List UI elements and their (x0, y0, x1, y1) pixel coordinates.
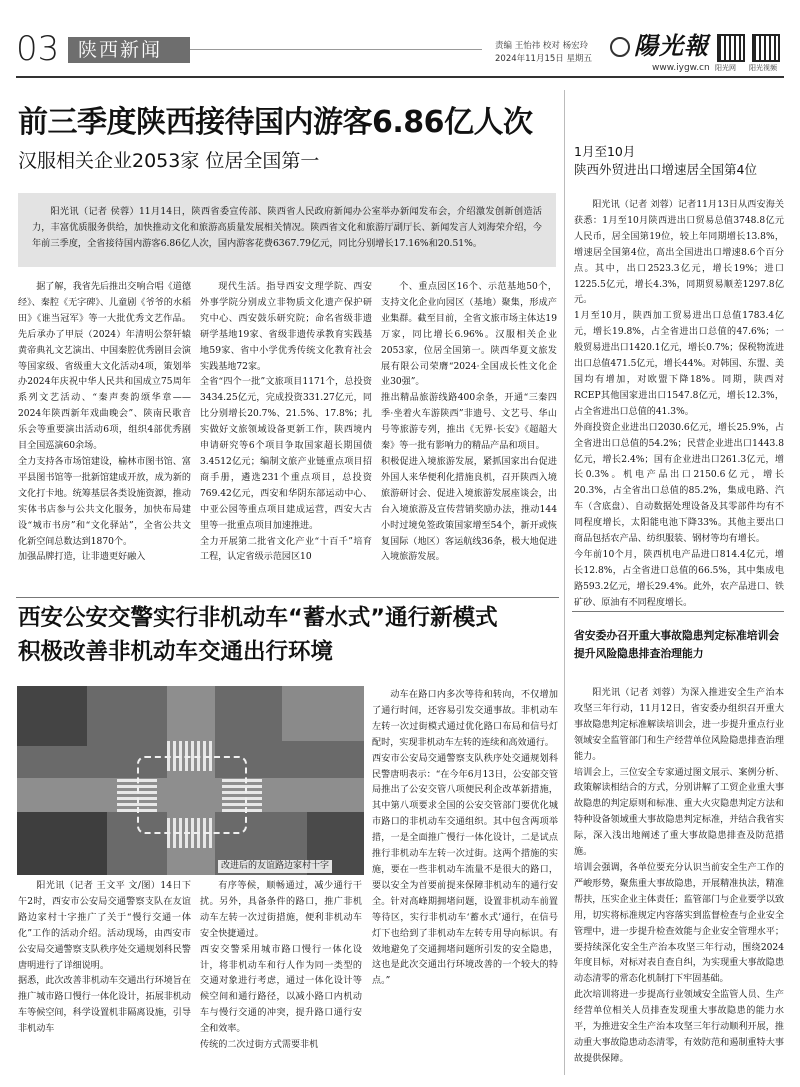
intersection-photo (17, 686, 364, 875)
section-label: 陕西新闻 (68, 37, 190, 63)
photo-trees (17, 806, 107, 875)
article-headline: 前三季度陕西接待国内游客6.86亿人次 (18, 105, 533, 140)
section-divider (572, 611, 784, 612)
website-url: www.iygw.cn (652, 63, 710, 73)
section-divider (16, 597, 559, 598)
editor-credits: 责编 王怡祎 校对 杨宏玲 (495, 41, 589, 51)
article-headline: 1月至10月 (574, 144, 636, 159)
article-column: 动车在路口内多次等待和转向，不仅增加了通行时间，还容易引发交通事故。非机动车左转一次过街模式通过优化路口布局和信号灯配时，实现非机动车左转的连续和高效通行。 西安市公安局交通警察支队秩序处交通规划科民警唐明表示：“在今年6月13日，公安部交管局推出了公安交管八项便民利企改革新措施，其中第八项要求全国的公安交管部门要优化城市路口的非机动车交通组织。其中包含两项举措，一是全面推广慢行一体化设计，二是试点推行非机动车左转一次过街。这两个措施的实施，要在一些非机动车流量不是很大的路口，要以安全为首要前提来保障非机动车的通行安全。针对高峰期拥堵问题，设置非机动车前置等待区，实行非机动车‘蓄水式’通行，在信号灯下也给到了非机动车左转专用导向标识。有效地避免了交通拥堵问题所引发的安全隐患，这也是此次交通出行环境改善的一个较大的特点。” (372, 690, 558, 987)
article-subheadline: 汉服相关企业2053家 位居全国第一 (18, 150, 320, 172)
logo-icon (610, 37, 630, 57)
article-column: 据了解，我省先后推出交响合唱《道德经》、秦腔《无字碑》、儿童剧《爷爷的水稻田》《谁当冠军》等一大批优秀文艺作品。先后承办了甲辰（2024）年清明公祭轩辕黄帝典礼文艺演出、中国秦腔优秀剧目会演等国家级、省级重大文化活动4项，策划举办2024年庆祝中华人民共和国成立75周年系列文艺活动、“秦声奏韵颂华章——2024年陕西新年戏曲晚会”、陕南民歌音乐会等重要演出活动6项，组织4部优秀剧目全国巡演60余场。 全力支持各市场馆建设，榆林市图书馆、富平县图书馆等一批新馆建成开放，成为新的文化打卡地。统筹基层各类设施资源，推动实体书店参与公共文化服务，加快布局建设“城市书房”和“文化驿站”，全省公共文化新空间总数达到1870个。 加强品牌打造，让非遗更好融入 (18, 282, 191, 563)
lead-paragraph-box (18, 193, 556, 267)
photo-caption: 改进后的友谊路边家村十字 (218, 860, 332, 873)
header-divider (16, 76, 784, 78)
header-rule (190, 49, 482, 50)
qr-code-icon (717, 34, 745, 62)
article-headline: 省安委办召开重大事故隐患判定标准培训会 (574, 629, 780, 642)
qr-label: 阳光视频 (749, 64, 777, 72)
article-column: 阳光讯（记者 王文平 文/图）14日下午2时，西安市公安局交通警察支队在友谊路边家村十字推广了关于“慢行交通一体化”工作的活动介绍。活动现场，由西安市公安局交通警察支队秩序处交通规划科民警唐明进行了详细说明。 据悉，此次改善非机动车交通出行环境旨在推广城市路口慢行一体化设计，拓展非机动车等候空间，科学设置机非隔离设施，引导非机动车 (18, 881, 191, 1035)
article-headline: 提升风险隐患排查治理能力 (574, 647, 704, 660)
page-number: 03 (16, 29, 60, 69)
article-headline: 西安公安交警实行非机动车“蓄水式”通行新模式 (18, 605, 498, 631)
article-headline: 陕西外贸进出口增速居全国第4位 (574, 162, 757, 177)
photo-waiting-zone (137, 756, 247, 834)
newspaper-logo: 陽光報 (634, 31, 709, 60)
article-body: 阳光讯（记者 刘蓉）为深入推进安全生产治本攻坚三年行动，11月12日，省安委办组织召开重大事故隐患判定标准解读培训会，进一步提升重点行业领域安全监管部门和生产经营单位风险隐患排查治理能力。 培训会上，三位安全专家通过图文展示、案例分析、政策解读相结合的方式，分别讲解了工贸企业重大事故隐患的判定原则和标准、重大火灾隐患判定方法和特种设备领域重大事故隐患判定标准，并结合我省实际，深入浅出地阐述了重大事故隐患排查及防范措施。 培训会强调，各单位要充分认识当前安全生产工作的严峻形势，聚焦重大事故隐患，开展精准执法，精准帮扶，压实企业主体责任；监管部门与企业要学以致用，切实将标准规定内容落实到监督检查与企业安全管理中，进一步提升检查效能与企业安全管理水平；要持续深化安全生产治本攻坚三年行动，围绕2024年度目标，对标对表自查自纠，为实现重大事故隐患动态清零的常态化机制打下牢固基础。 此次培训将进一步提高行业领域安全监管人员、生产经营单位相关人员排查发现重大事故隐患的能力水平，为推进安全生产治本攻坚三年行动顺利开展，推动重大事故隐患动态清零，有效防范和遏制重特大事故提供保障。 (574, 688, 784, 1064)
article-column: 个、重点园区16个、示范基地50个，支持文化企业向园区（基地）聚集，形成产业集群。截至目前，全省文旅市场主体达19万家，同比增长6.96%。汉服相关企业2053家，位居全国第一。陕西华夏文旅发展有限公司荣膺“2024·全国成长性文化企业30强”。 推出精品旅游线路400余条，开通“三秦四季·坐着火车游陕西”非遗号、文艺号、华山号等旅游专列，推出《无界·长安》《超超大秦》等一批有影响力的精品产品和项目。 积极促进入境旅游发展，紧抓国家出台促进外国人来华便利化措施良机，召开陕西入境旅游研讨会、促进入境旅游发展座谈会，出台入境旅游及宣传营销奖励办法，推动144小时过境免签政策国家增至54个，新开或恢复国际（地区）客运航线36条，极大地促进入境旅游发展。 (381, 282, 557, 563)
issue-date: 2024年11月15日 星期五 (495, 54, 592, 64)
article-body: 阳光讯（记者 刘蓉）记者11月13日从西安海关获悉：1月至10月陕西进出口贸易总值3748.8亿元人民币，居全国第19位，较上年同期增长13.8%，增速居全国第4位，高出全国进出口增速8.6个百分点。其中，出口2523.3亿元，增长19%；进口1225.5亿元，增长4.3%，同期贸易顺差1297.8亿元。 1月至10月，陕西加工贸易进出口总值1783.4亿元，增长19.8%，占全省进出口总值的47.6%；一般贸易进出口1420.1亿元，增长0.7%；保税物流进出口总值471.5亿元，增长44%。对韩国、东盟、美国均有增加，对欧盟下降18%。同期，陕西对RCEP其他国家进出口1547.8亿元，增长12.3%，占全省进出口总值的41.3%。 外商投资企业进出口2030.6亿元，增长25.9%，占全省进出口总值的54.2%；民营企业进出口1443.8亿元，增长2.4%；国有企业进出口261.3亿元，增长0.3%。机电产品出口2150.6亿元，增长20.3%，占全省出口总值的85.2%，集成电路、汽车（含底盘）、自动数据处理设备及其零部件均有不同程度增长，太阳能电池下降33%。其他主要出口商品包括农产品、纺织服装、钢材等均有增长。 今年前10个月，陕西机电产品进口814.4亿元，增长12.8%，占全省进口总值的66.5%，其中集成电路593.2亿元，增长29.4%。此外，农产品进口、铁矿砂、原油有不同程度增长。 (574, 200, 784, 608)
column-divider (564, 90, 565, 1075)
article-headline: 积极改善非机动车交通出行环境 (18, 639, 334, 665)
article-column: 现代生活。指导西安文理学院、西安外事学院分别成立非物质文化遗产保护研究中心、西安鼓乐研究院；命名省级非遗研学基地19家、省级非遗传承教育实践基地59家、省中小学优秀传统文化教育社会实践基地72家。 全省“四个一批”文旅项目1171个，总投资3434.25亿元，完成投资331.27亿元，同比分别增长20.7%、21.5%、17.8%；扎实做好文旅领域设备更新工作，陕西境内申请研究等6个项目争取国家超长期国债3.4512亿元；编制文旅产业链重点项目招商手册，遴选231个重点项目，总投资769.42亿元，西安和华阴东部运动中心、中亚公园等重点项目建成运营，西安大古里等一批重点项目加速推进。 全力开展第二批省文化产业“十百千”培育工程，认定省级示范园区10 (200, 282, 372, 563)
photo-building (17, 686, 87, 746)
photo-building (282, 686, 364, 741)
lead-paragraph: 阳光讯（记者 侯蓉）11月14日，陕西省委宣传部、陕西省人民政府新闻办公室举办新闻发布会，介绍激发创新创造活力，丰富优质服务供给，加快推动文化和旅游高质量发展相关情况。陕西省文化和旅游厅副厅长、新闻发言人刘海荣介绍，今年前三季度，全省接待国内游客6.86亿人次，国内游客花费6367.79亿元，同比分别增长17.16%和20.51%。 (32, 206, 542, 249)
qr-label: 阳光网 (715, 64, 736, 72)
article-column: 有序等候，顺畅通过，减少通行干扰。另外，具备条件的路口，推广非机动车左转一次过街措施，便利非机动车安全快捷通过。 西安交警采用城市路口慢行一体化设计，将非机动车和行人作为同一类型的交通对象进行考虑，通过一体化设计等候空间和通行路径，以减小路口内机动车与慢行交通的冲突，提升路口通行安全和效率。 传统的二次过街方式需要非机 (200, 881, 362, 1051)
qr-code-icon (752, 34, 780, 62)
